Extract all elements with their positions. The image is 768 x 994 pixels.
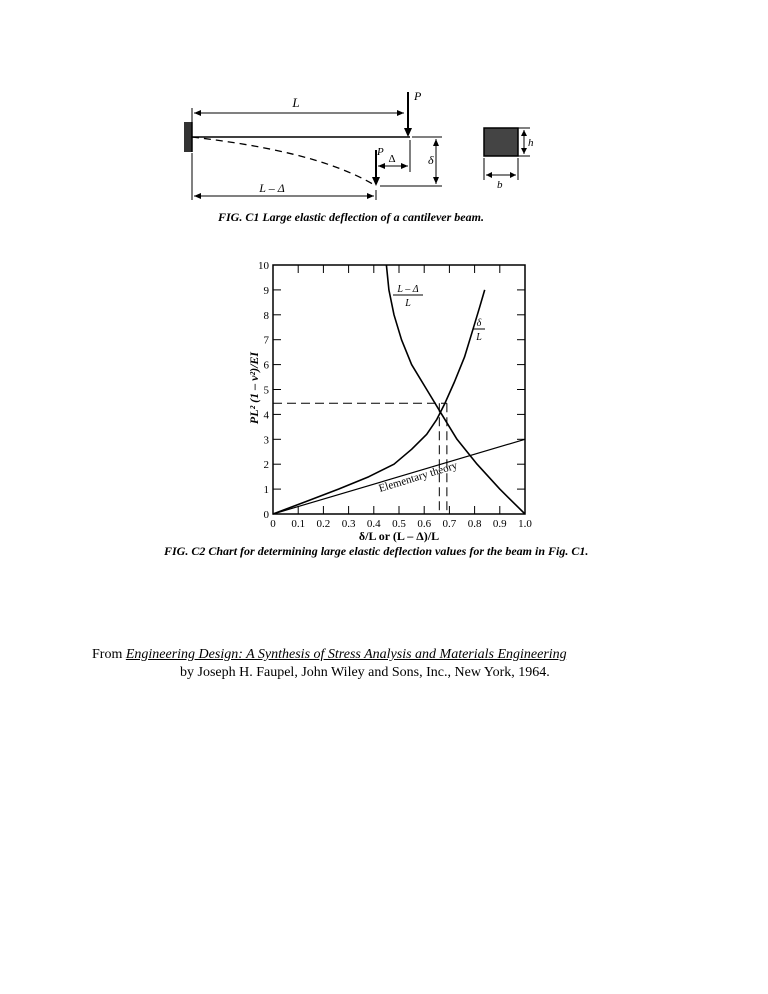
x-tick-label: 0.2	[316, 518, 331, 530]
svg-text:δ: δ	[476, 318, 482, 329]
label-p: P	[414, 89, 422, 103]
fig-c1-diagram	[0, 0, 768, 240]
label-delta: Δ	[388, 153, 396, 165]
y-tick-label: 7	[263, 334, 269, 347]
x-tick-label: 1.0	[518, 518, 532, 530]
label-l-minus-delta: L – Δ	[259, 181, 285, 195]
x-tick-label: 0.5	[392, 518, 406, 530]
y-tick-label: 4	[263, 409, 269, 422]
x-tick-label: 0.7	[442, 518, 457, 530]
x-tick-label: 0.8	[467, 518, 482, 530]
y-tick-label: 3	[263, 434, 269, 447]
label-deflection: δ	[428, 153, 434, 167]
y-tick-label: 5	[263, 384, 269, 397]
deflected-beam	[192, 137, 376, 186]
fig-c2-caption: FIG. C2 Chart for determining large elastic deflection values for the beam in Fig. C1.	[164, 544, 589, 558]
series-label-l-minus-delta	[393, 284, 423, 309]
fixed-wall	[184, 122, 192, 152]
svg-text:L: L	[405, 298, 411, 309]
fig-c1-caption: FIG. C1 Large elastic deflection of a cantilever beam.	[218, 210, 484, 224]
label-l: L	[292, 95, 300, 110]
source-byline: by Joseph H. Faupel, John Wiley and Sons, Inc., New York, 1964.	[180, 665, 550, 680]
y-tick-label: 1	[263, 484, 269, 497]
y-tick-label: 0	[263, 509, 269, 521]
label-h: h	[528, 137, 534, 149]
x-axis-label: δ/L or (L – Δ)/L	[358, 529, 440, 543]
label-b: b	[497, 179, 503, 191]
dimension-l	[192, 108, 404, 125]
y-tick-label: 6	[263, 359, 269, 372]
book-title: Engineering Design: A Synthesis of Stress Analysis and Materials Engineering	[125, 647, 567, 662]
y-axis-label: PL² (1 – ν²)/EI	[247, 351, 261, 425]
source-citation	[92, 646, 567, 682]
y-tick-label: 8	[263, 309, 269, 322]
x-tick-label: 0.1	[291, 518, 306, 530]
y-tick-label: 9	[263, 284, 269, 297]
y-tick-label: 2	[263, 459, 269, 472]
series-delta-over-l	[273, 290, 485, 514]
x-tick-label: 0	[270, 518, 276, 530]
x-tick-label: 0.3	[341, 518, 356, 530]
source-prefix: From	[92, 647, 126, 662]
load-arrow	[404, 92, 412, 137]
label-p-deflected: P	[377, 146, 384, 158]
x-tick-label: 0.6	[417, 518, 432, 530]
x-tick-label: 0.9	[492, 518, 507, 530]
y-tick-label: 10	[258, 260, 269, 272]
svg-text:L: L	[476, 332, 482, 343]
series-label-elementary-theory: Elementary theory	[377, 459, 459, 495]
cross-section	[484, 128, 530, 180]
fig-c2-chart	[0, 240, 768, 570]
x-tick-label: 0.4	[366, 518, 381, 530]
svg-text:L – Δ: L – Δ	[397, 284, 419, 295]
